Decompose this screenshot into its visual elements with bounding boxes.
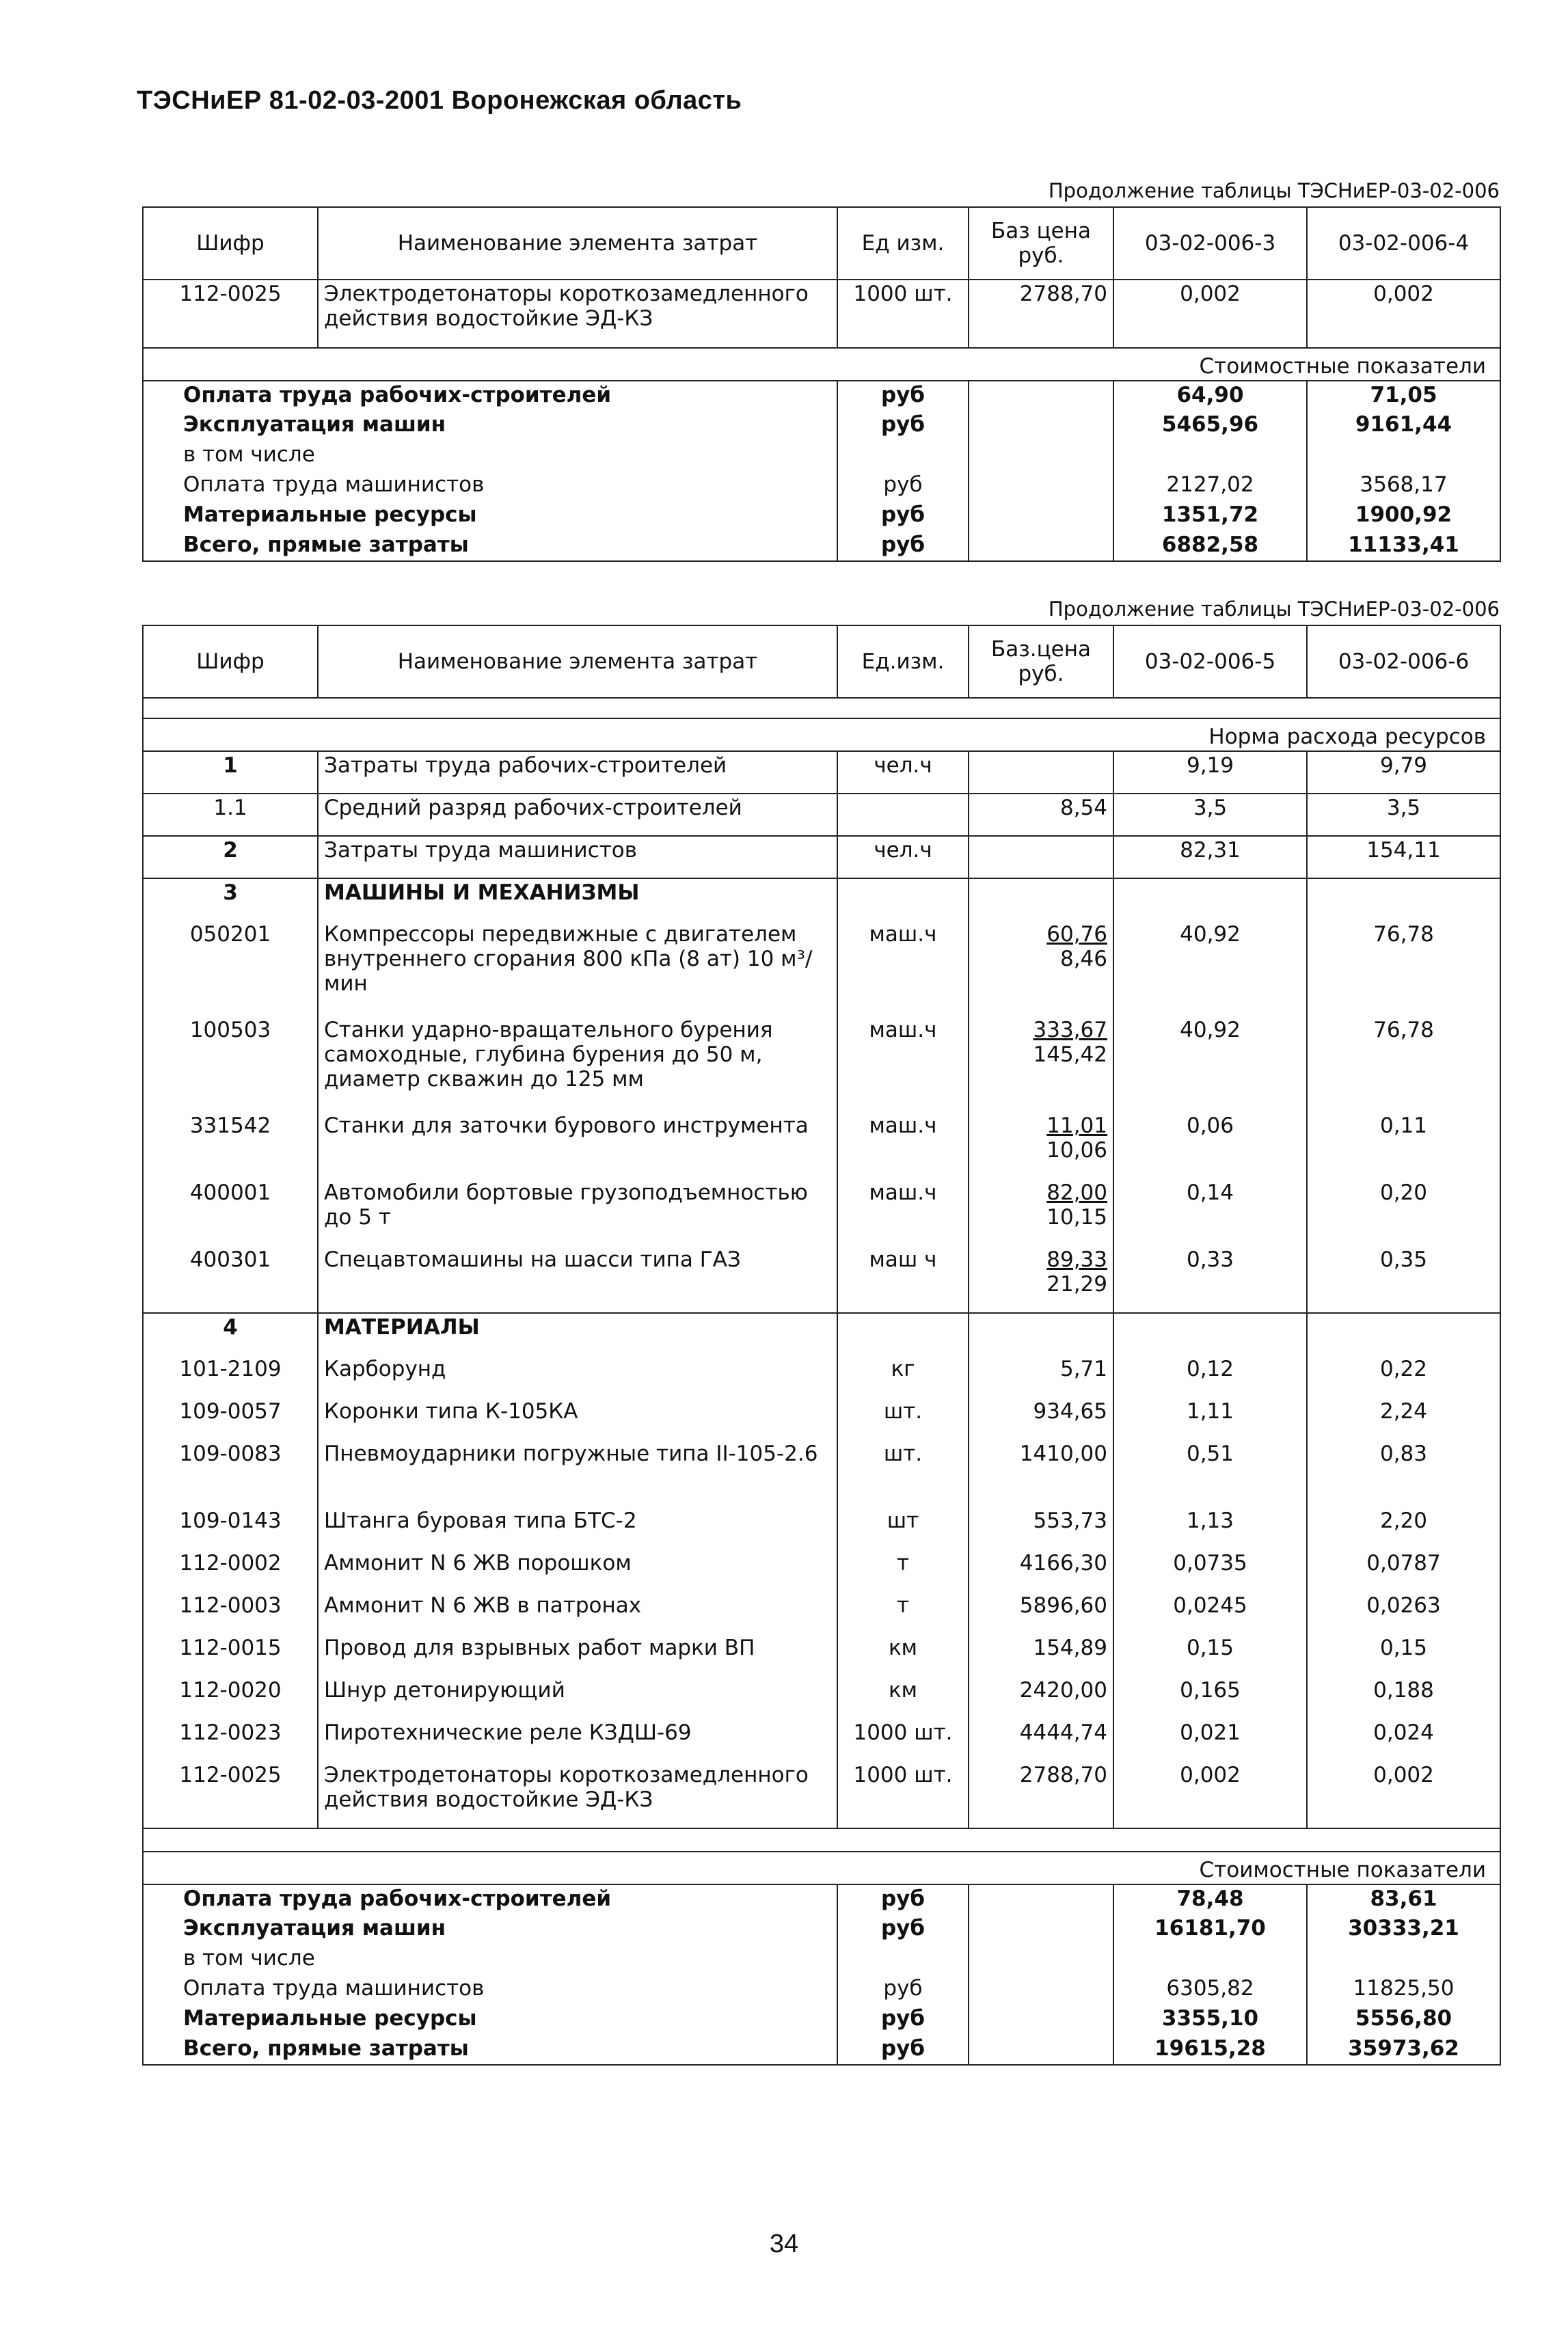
row-value-1: 0,002: [1113, 1761, 1307, 1828]
row-unit: маш.ч: [837, 1179, 969, 1246]
cost-unit: руб: [837, 1914, 969, 1945]
cost-value-2: [1307, 441, 1500, 471]
row-value-2: 2,20: [1307, 1507, 1500, 1550]
row-value-2: [1307, 878, 1500, 921]
row-price: [969, 1398, 1113, 1440]
row-value-2: 76,78: [1307, 1016, 1500, 1112]
col-header: 03-02-006-5: [1113, 625, 1307, 698]
row-value-2: 0,0787: [1307, 1550, 1500, 1592]
row-value-2: 0,11: [1307, 1112, 1500, 1179]
cost-row: [143, 1914, 1500, 1945]
row-name: Карборунд: [318, 1355, 837, 1398]
cost-value-1: 6305,82: [1113, 1975, 1307, 2005]
price-secondary: 10,15: [1046, 1205, 1107, 1230]
table-row: [143, 1179, 1500, 1246]
row-price: [969, 1112, 1113, 1179]
row-value-2: 0,35: [1307, 1246, 1500, 1313]
norm-label-row: [143, 718, 1500, 751]
row-price: [969, 1246, 1113, 1313]
col-header: 03-02-006-6: [1307, 625, 1500, 698]
cost-name: Оплата труда машинистов: [143, 1975, 837, 2005]
row-code: 3: [143, 878, 318, 921]
table-row: [143, 794, 1500, 836]
cost-label-text: Стоимостные показатели: [1199, 1858, 1486, 1882]
cost-unit: [837, 441, 969, 471]
row-unit: т: [837, 1550, 969, 1592]
table-row: [143, 1761, 1500, 1828]
table-row: [143, 1398, 1500, 1440]
row-value-1: 3,5: [1113, 794, 1307, 836]
col-header: Ед.изм.: [837, 625, 969, 698]
row-unit: 1000 шт.: [837, 280, 969, 348]
row-code: 101-2109: [143, 1355, 318, 1398]
cost-label: [143, 348, 1500, 381]
row-unit: шт.: [837, 1440, 969, 1507]
col-header: Шифр: [143, 625, 318, 698]
row-price: [969, 1355, 1113, 1398]
row-code: 400001: [143, 1179, 318, 1246]
cost-value-2: [1307, 1945, 1500, 1975]
row-value-1: 0,0735: [1113, 1550, 1307, 1592]
col-header: Баз.цена руб.: [969, 625, 1113, 698]
cost-value-1: 78,48: [1113, 1884, 1307, 1914]
cost-label-row: [143, 348, 1500, 381]
col-header: Наименование элемента затрат: [318, 207, 837, 280]
cost-name: Материальные ресурсы: [143, 501, 837, 531]
row-price: [969, 836, 1113, 878]
cost-row: [143, 2035, 1500, 2065]
row-code: 4: [143, 1313, 318, 1355]
row-value-1: 0,15: [1113, 1634, 1307, 1677]
cost-value-2: 71,05: [1307, 381, 1500, 411]
row-value-2: 0,002: [1307, 280, 1500, 348]
row-value-2: 0,22: [1307, 1355, 1500, 1398]
row-name: Затраты труда рабочих-строителей: [318, 751, 837, 794]
cost-empty: [969, 1914, 1113, 1945]
price-main: 4444,74: [1019, 1720, 1107, 1745]
row-value-2: 0,83: [1307, 1440, 1500, 1507]
row-name: Компрессоры передвижные с двигателем внутреннего сгорания 800 кПа (8 ат) 10 м³/мин: [318, 921, 837, 1016]
cost-unit: руб: [837, 2005, 969, 2035]
price-main: 8,54: [1059, 796, 1107, 820]
row-unit: шт.: [837, 1398, 969, 1440]
row-price: [969, 1677, 1113, 1719]
row-code: 400301: [143, 1246, 318, 1313]
row-unit: маш.ч: [837, 921, 969, 1016]
table-row: [143, 1677, 1500, 1719]
row-value-2: 76,78: [1307, 921, 1500, 1016]
row-unit: кг: [837, 1355, 969, 1398]
row-price: [969, 794, 1113, 836]
row-value-2: 154,11: [1307, 836, 1500, 878]
row-value-1: 9,19: [1113, 751, 1307, 794]
table-row: [143, 1440, 1500, 1507]
row-value-2: 0,15: [1307, 1634, 1500, 1677]
row-name: Пиротехнические реле КЗДШ-69: [318, 1719, 837, 1761]
cost-empty: [969, 411, 1113, 441]
row-name: Шнур детонирующий: [318, 1677, 837, 1719]
row-value-1: 0,0245: [1113, 1592, 1307, 1634]
row-value-2: 0,024: [1307, 1719, 1500, 1761]
cost-row: [143, 501, 1500, 531]
col-header: 03-02-006-4: [1307, 207, 1500, 280]
row-name: Средний разряд рабочих-строителей: [318, 794, 837, 836]
row-code: 1: [143, 751, 318, 794]
row-price: 2788,70: [969, 280, 1113, 348]
row-value-1: 1,11: [1113, 1398, 1307, 1440]
row-value-1: 0,51: [1113, 1440, 1307, 1507]
col-header: Наименование элемента затрат: [318, 625, 837, 698]
row-value-2: 9,79: [1307, 751, 1500, 794]
page-number: 34: [769, 2230, 799, 2258]
cost-empty: [969, 381, 1113, 411]
cost-value-1: [1113, 441, 1307, 471]
price-main: 154,89: [1033, 1636, 1107, 1660]
price-main: 11,01: [1046, 1113, 1107, 1138]
cost-empty: [969, 531, 1113, 561]
row-name: Станки для заточки бурового инструмента: [318, 1112, 837, 1179]
row-value-1: 0,021: [1113, 1719, 1307, 1761]
cost-row: [143, 531, 1500, 561]
row-unit: шт: [837, 1507, 969, 1550]
row-value-2: 0,20: [1307, 1179, 1500, 1246]
spacer-row: [143, 698, 1500, 718]
table-row: [143, 1355, 1500, 1398]
cost-name: в том числе: [143, 441, 837, 471]
table-row: [143, 921, 1500, 1016]
cost-value-2: 3568,17: [1307, 471, 1500, 501]
table-row: [143, 878, 1500, 921]
cost-value-2: 11825,50: [1307, 1975, 1500, 2005]
row-value-1: 0,165: [1113, 1677, 1307, 1719]
table-row: [143, 1634, 1500, 1677]
row-unit: маш.ч: [837, 1016, 969, 1112]
row-code: 112-0002: [143, 1550, 318, 1592]
row-name: МАТЕРИАЛЫ: [318, 1313, 837, 1355]
cost-empty: [969, 471, 1113, 501]
cost-name: в том числе: [143, 1945, 837, 1975]
cost-row: [143, 411, 1500, 441]
price-secondary: 10,06: [1046, 1138, 1107, 1163]
row-code: 112-0020: [143, 1677, 318, 1719]
price-main: 1410,00: [1019, 1442, 1107, 1466]
table-row: [143, 1246, 1500, 1313]
norm-label: [143, 718, 1500, 751]
row-price: [969, 878, 1113, 921]
cost-name: Оплата труда рабочих-строителей: [143, 1884, 837, 1914]
row-code: 112-0015: [143, 1634, 318, 1677]
row-value-1: 40,92: [1113, 1016, 1307, 1112]
row-price: [969, 1592, 1113, 1634]
row-value-1: [1113, 878, 1307, 921]
cost-empty: [969, 1945, 1113, 1975]
cost-value-1: 6882,58: [1113, 531, 1307, 561]
table-row: [143, 1507, 1500, 1550]
row-name: Электродетонаторы короткозамедленного действия водостойкие ЭД-КЗ: [318, 280, 837, 348]
row-name: Провод для взрывных работ марки ВП: [318, 1634, 837, 1677]
table2: [142, 625, 1501, 2066]
cost-value-1: 3355,10: [1113, 2005, 1307, 2035]
cost-empty: [969, 2005, 1113, 2035]
row-code: 112-0025: [143, 1761, 318, 1828]
norm-label-text: Норма расхода ресурсов: [1208, 725, 1486, 749]
row-code: 100503: [143, 1016, 318, 1112]
cost-label: [143, 1852, 1500, 1884]
price-secondary: 21,29: [1046, 1272, 1107, 1297]
cost-row: [143, 441, 1500, 471]
row-unit: маш.ч: [837, 1112, 969, 1179]
table-row: [143, 1592, 1500, 1634]
col-header: Баз цена руб.: [969, 207, 1113, 280]
cost-value-2: 83,61: [1307, 1884, 1500, 1914]
row-code: 112-0023: [143, 1719, 318, 1761]
cost-empty: [969, 441, 1113, 471]
row-unit: 1000 шт.: [837, 1719, 969, 1761]
cost-unit: руб: [837, 381, 969, 411]
cost-value-2: 5556,80: [1307, 2005, 1500, 2035]
price-secondary: 8,46: [1059, 947, 1107, 971]
row-name: Штанга буровая типа БТС-2: [318, 1507, 837, 1550]
row-name: Аммонит N 6 ЖВ порошком: [318, 1550, 837, 1592]
cost-unit: руб: [837, 471, 969, 501]
row-name: Пневмоударники погружные типа II-105-2.6: [318, 1440, 837, 1507]
cost-label-row: [143, 1852, 1500, 1884]
row-name: Затраты труда машинистов: [318, 836, 837, 878]
cost-row: [143, 1975, 1500, 2005]
spacer-cell: [143, 1828, 1500, 1852]
row-price: [969, 1550, 1113, 1592]
cost-row: [143, 381, 1500, 411]
price-main: 82,00: [1046, 1180, 1107, 1205]
table1-continuation: Продолжение таблицы ТЭСНиЕР-03-02-006: [1048, 179, 1500, 202]
cost-value-1: 19615,28: [1113, 2035, 1307, 2065]
row-code: 109-0143: [143, 1507, 318, 1550]
cost-value-2: 30333,21: [1307, 1914, 1500, 1945]
row-code: 050201: [143, 921, 318, 1016]
row-unit: [837, 878, 969, 921]
row-value-2: [1307, 1313, 1500, 1355]
row-value-1: 0,33: [1113, 1246, 1307, 1313]
cost-name: Эксплуатация машин: [143, 411, 837, 441]
cost-empty: [969, 1884, 1113, 1914]
row-value-1: 0,14: [1113, 1179, 1307, 1246]
row-price: [969, 1719, 1113, 1761]
table-row: [143, 1550, 1500, 1592]
price-main: 5896,60: [1019, 1593, 1107, 1618]
table-row: [143, 1313, 1500, 1355]
cost-empty: [969, 2035, 1113, 2065]
price-main: 333,67: [1033, 1018, 1107, 1042]
cost-row: [143, 471, 1500, 501]
cost-value-1: [1113, 1945, 1307, 1975]
row-name: Автомобили бортовые грузоподъемностью до 5 т: [318, 1179, 837, 1246]
row-unit: чел.ч: [837, 751, 969, 794]
row-price: [969, 1507, 1113, 1550]
row-value-2: 2,24: [1307, 1398, 1500, 1440]
cost-unit: руб: [837, 531, 969, 561]
cost-row: [143, 1945, 1500, 1975]
row-value-1: 40,92: [1113, 921, 1307, 1016]
row-unit: [837, 1313, 969, 1355]
row-name: Станки ударно-вращательного бурения самоходные, глубина бурения до 50 м, диаметр скважин до 125 мм: [318, 1016, 837, 1112]
price-main: 5,71: [1059, 1357, 1107, 1381]
col-header: Шифр: [143, 207, 318, 280]
cost-name: Эксплуатация машин: [143, 1914, 837, 1945]
row-code: 331542: [143, 1112, 318, 1179]
price-main: 4166,30: [1019, 1551, 1107, 1575]
cost-unit: руб: [837, 1884, 969, 1914]
table2-continuation: Продолжение таблицы ТЭСНиЕР-03-02-006: [1048, 597, 1500, 621]
price-main: 934,65: [1033, 1399, 1107, 1424]
cost-value-1: 64,90: [1113, 381, 1307, 411]
row-code: 112-0025: [143, 280, 318, 348]
row-value-1: 0,06: [1113, 1112, 1307, 1179]
table-row: [143, 1016, 1500, 1112]
price-main: 89,33: [1046, 1247, 1107, 1272]
row-unit: км: [837, 1634, 969, 1677]
table-row: [143, 280, 1500, 348]
cost-row: [143, 2005, 1500, 2035]
spacer-row: [143, 1828, 1500, 1852]
row-value-1: 0,12: [1113, 1355, 1307, 1398]
row-code: 2: [143, 836, 318, 878]
row-unit: 1000 шт.: [837, 1761, 969, 1828]
cost-name: Материальные ресурсы: [143, 2005, 837, 2035]
cost-unit: руб: [837, 1975, 969, 2005]
cost-empty: [969, 1975, 1113, 2005]
cost-value-1: 1351,72: [1113, 501, 1307, 531]
row-code: 112-0003: [143, 1592, 318, 1634]
cost-label-text: Стоимостные показатели: [1199, 354, 1486, 379]
cost-name: Оплата труда рабочих-строителей: [143, 381, 837, 411]
row-unit: маш ч: [837, 1246, 969, 1313]
row-name: Коронки типа К-105КА: [318, 1398, 837, 1440]
row-code: 1.1: [143, 794, 318, 836]
row-name: Спецавтомашины на шасси типа ГАЗ: [318, 1246, 837, 1313]
row-value-1: [1113, 1313, 1307, 1355]
cost-empty: [969, 501, 1113, 531]
cost-value-2: 1900,92: [1307, 501, 1500, 531]
price-main: 60,76: [1046, 922, 1107, 947]
cost-value-1: 2127,02: [1113, 471, 1307, 501]
row-price: [969, 1634, 1113, 1677]
row-price: [969, 751, 1113, 794]
row-unit: км: [837, 1677, 969, 1719]
row-price: [969, 921, 1113, 1016]
row-value-2: 3,5: [1307, 794, 1500, 836]
cost-value-2: 35973,62: [1307, 2035, 1500, 2065]
cost-unit: руб: [837, 411, 969, 441]
row-unit: [837, 794, 969, 836]
price-main: 2788,70: [1019, 1763, 1107, 1787]
cost-value-1: 16181,70: [1113, 1914, 1307, 1945]
col-header: Ед изм.: [837, 207, 969, 280]
row-code: 109-0057: [143, 1398, 318, 1440]
table-row: [143, 836, 1500, 878]
cost-name: Всего, прямые затраты: [143, 531, 837, 561]
row-price: [969, 1440, 1113, 1507]
page-header: ТЭСНиЕР 81-02-03-2001 Воронежская область: [137, 86, 742, 115]
row-name: Аммонит N 6 ЖВ в патронах: [318, 1592, 837, 1634]
row-price: [969, 1179, 1113, 1246]
col-header: 03-02-006-3: [1113, 207, 1307, 280]
spacer-cell: [143, 698, 1500, 718]
table1: [142, 206, 1501, 562]
cost-unit: [837, 1945, 969, 1975]
row-code: 109-0083: [143, 1440, 318, 1507]
row-value-1: 82,31: [1113, 836, 1307, 878]
row-value-2: 0,188: [1307, 1677, 1500, 1719]
cost-value-2: 11133,41: [1307, 531, 1500, 561]
row-price: [969, 1761, 1113, 1828]
cost-name: Всего, прямые затраты: [143, 2035, 837, 2065]
row-value-1: 1,13: [1113, 1507, 1307, 1550]
row-unit: чел.ч: [837, 836, 969, 878]
cost-unit: руб: [837, 2035, 969, 2065]
row-name: Электродетонаторы короткозамедленного действия водостойкие ЭД-КЗ: [318, 1761, 837, 1828]
cost-name: Оплата труда машинистов: [143, 471, 837, 501]
row-price: [969, 1313, 1113, 1355]
cost-unit: руб: [837, 501, 969, 531]
price-secondary: 145,42: [1033, 1042, 1107, 1067]
cost-value-1: 5465,96: [1113, 411, 1307, 441]
row-price: [969, 1016, 1113, 1112]
cost-row: [143, 1884, 1500, 1914]
table-row: [143, 751, 1500, 794]
row-value-2: 0,0263: [1307, 1592, 1500, 1634]
table-row: [143, 1112, 1500, 1179]
price-main: 2420,00: [1019, 1678, 1107, 1703]
cost-value-2: 9161,44: [1307, 411, 1500, 441]
price-main: 553,73: [1033, 1508, 1107, 1533]
row-value-2: 0,002: [1307, 1761, 1500, 1828]
row-name: МАШИНЫ И МЕХАНИЗМЫ: [318, 878, 837, 921]
table-row: [143, 1719, 1500, 1761]
row-value-1: 0,002: [1113, 280, 1307, 348]
row-unit: т: [837, 1592, 969, 1634]
